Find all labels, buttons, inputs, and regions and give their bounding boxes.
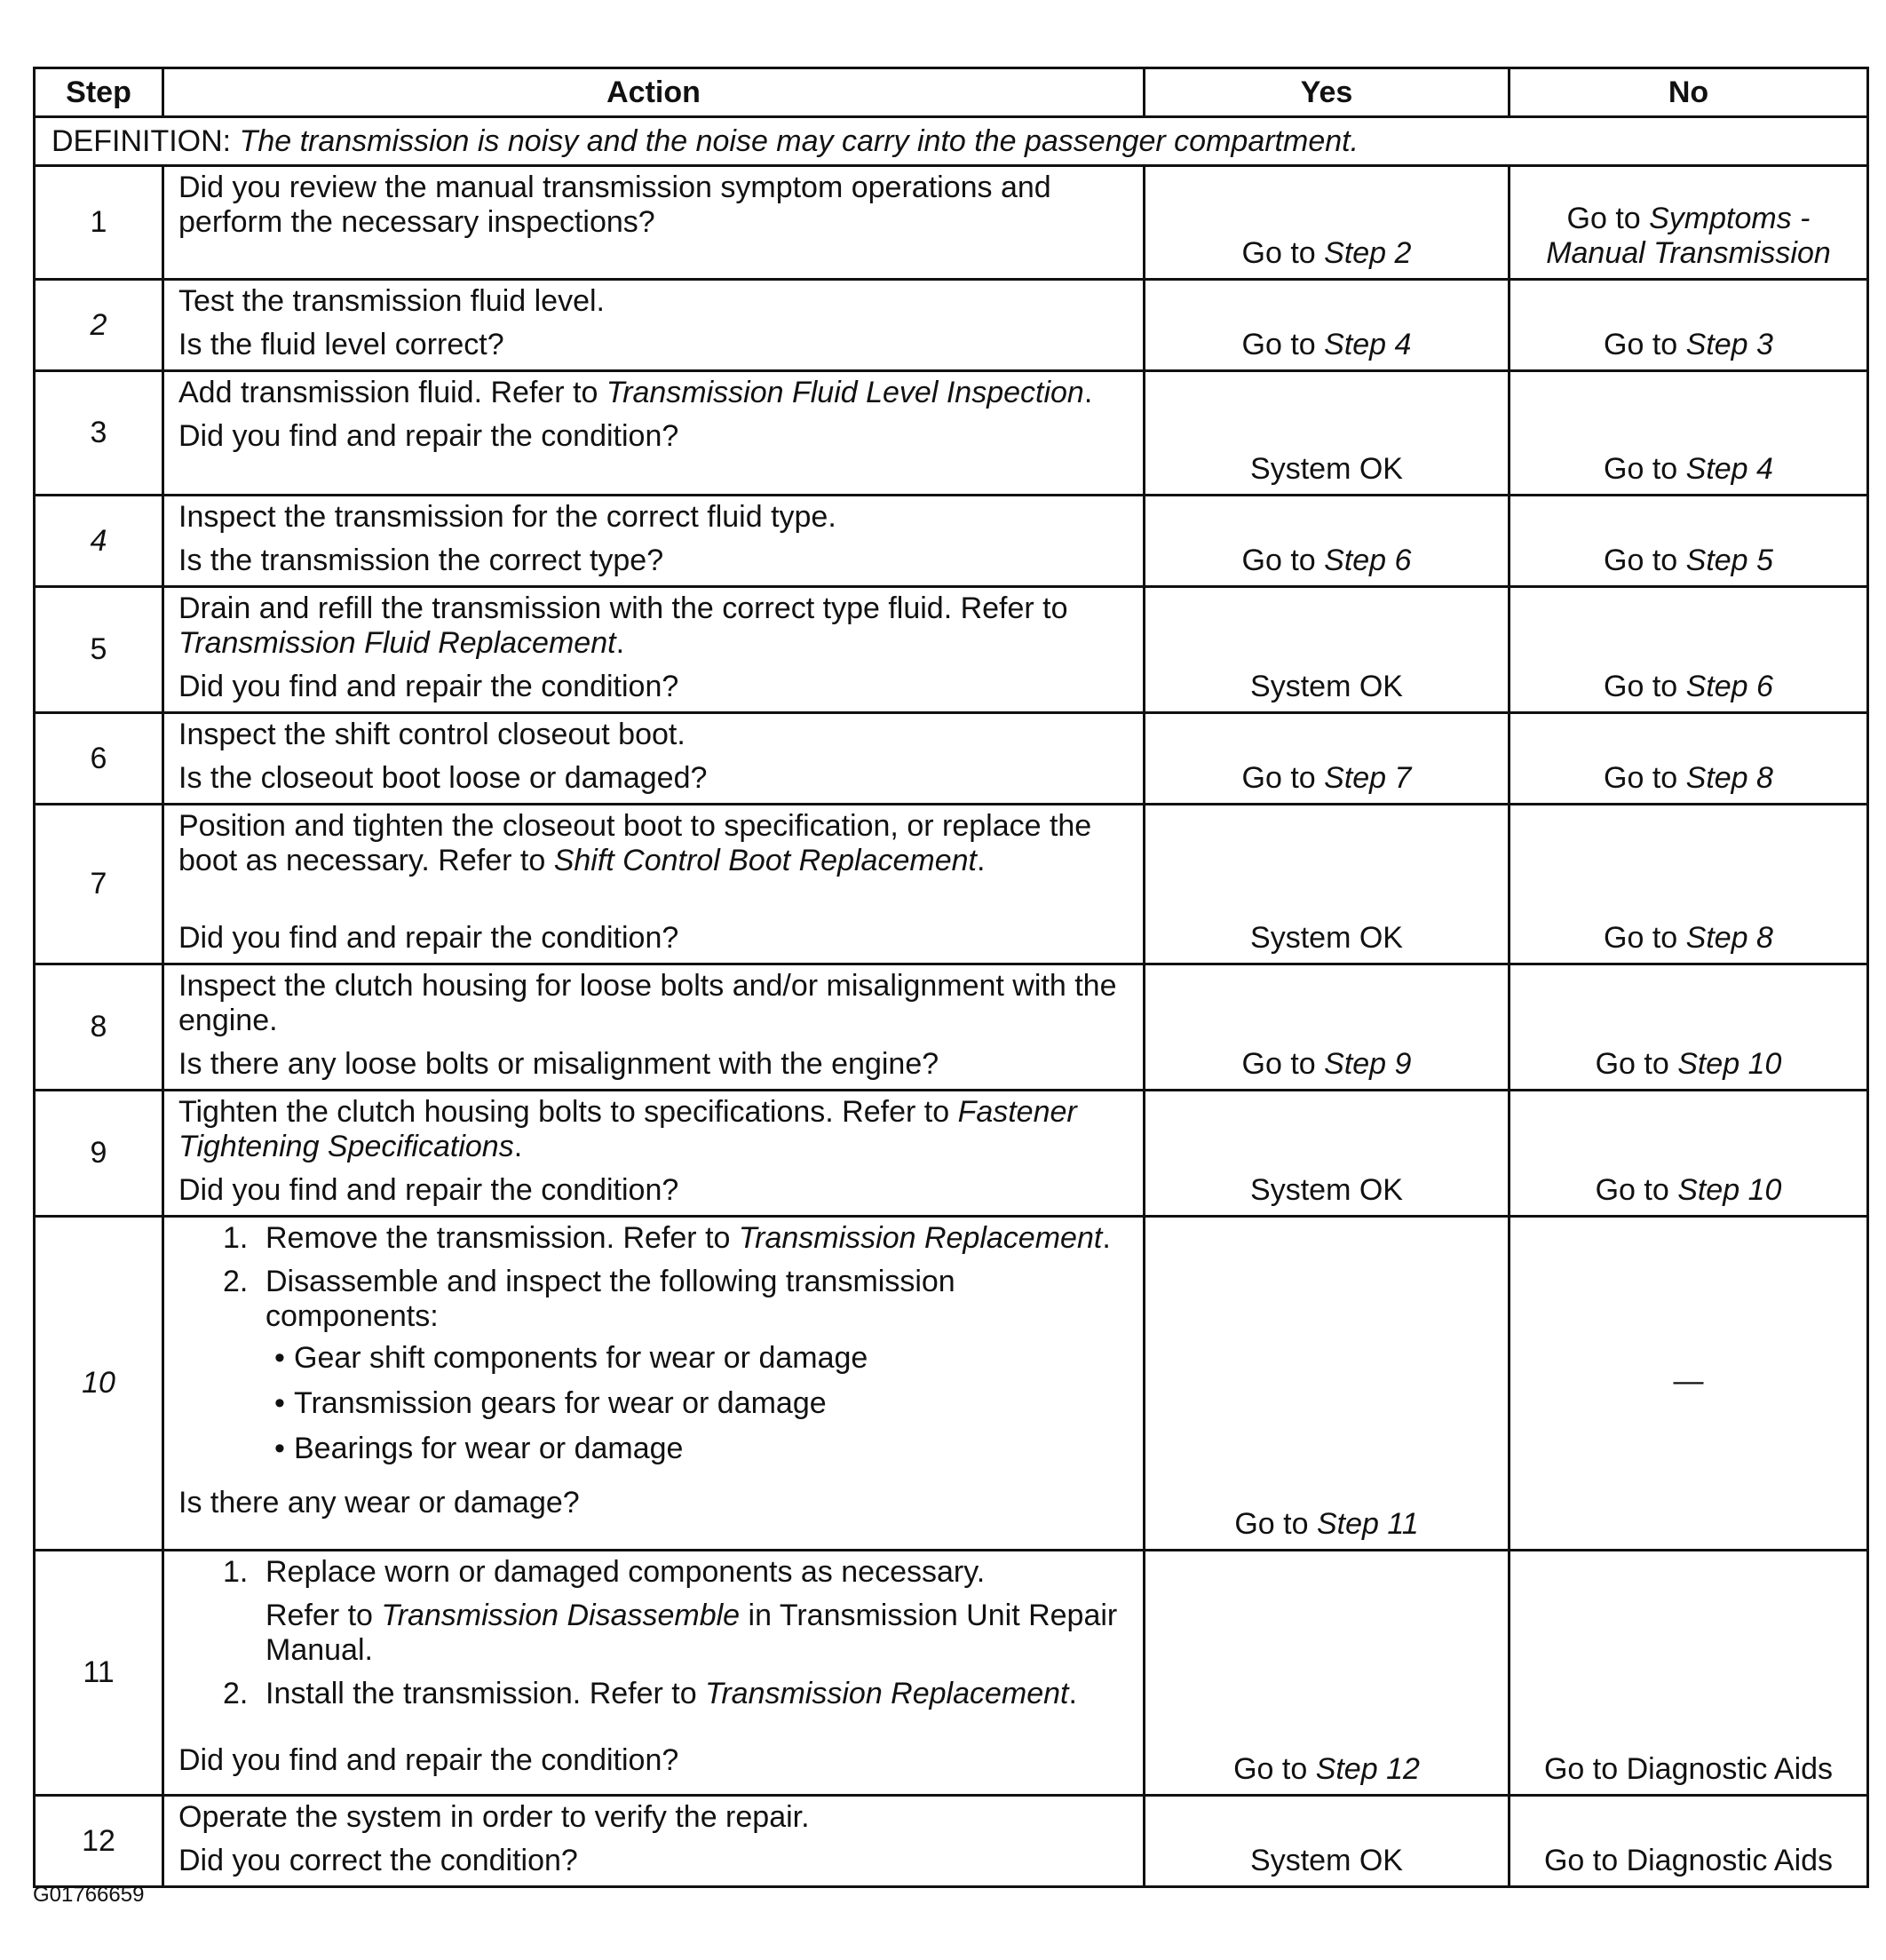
figure-code: G01766659	[33, 1883, 145, 1907]
step-number: 2	[35, 280, 163, 371]
no-step-link[interactable]: Step 10	[1677, 1173, 1782, 1207]
definition-row	[35, 117, 1868, 166]
yes-step-link[interactable]: Step 9	[1324, 1047, 1412, 1081]
action-question: Did you find and repair the condition?	[178, 921, 679, 955]
yes-cell: System OK	[1145, 805, 1510, 964]
bullet-icon: •	[274, 1432, 285, 1465]
table-row	[35, 1551, 1868, 1796]
action-text: Did you review the manual transmission symptom operations and perform the necessary inspections?	[178, 171, 1051, 239]
yes-step-link[interactable]: Step 2	[1324, 236, 1412, 270]
action-reference-link[interactable]: Transmission Disassemble	[381, 1599, 741, 1632]
bullet-text: Gear shift components for wear or damage	[294, 1341, 868, 1375]
yes-prefix: Go to	[1234, 1507, 1317, 1541]
action-cell	[163, 1551, 1145, 1796]
list-number: 1.	[223, 1555, 249, 1589]
no-step-link[interactable]: Step 6	[1685, 670, 1773, 703]
yes-cell: System OK	[1145, 587, 1510, 713]
action-period: .	[1083, 376, 1093, 409]
no-cell	[1510, 587, 1868, 713]
table-header-row	[35, 68, 1868, 117]
no-step-link[interactable]: Step 8	[1685, 921, 1773, 955]
no-prefix: Go to	[1595, 1047, 1678, 1081]
yes-prefix: Go to	[1241, 236, 1325, 270]
definition-cell	[35, 117, 1868, 166]
yes-step-link[interactable]: Step 12	[1315, 1752, 1420, 1786]
table-row	[35, 1091, 1868, 1217]
yes-prefix: Go to	[1241, 1047, 1325, 1081]
table-row	[35, 280, 1868, 371]
action-question: Is there any loose bolts or misalignment with the engine?	[178, 1047, 939, 1081]
list-number: 2.	[223, 1265, 249, 1298]
yes-step-link[interactable]: Step 11	[1316, 1507, 1419, 1541]
no-prefix: Go to	[1604, 452, 1686, 486]
action-reference-link[interactable]: Transmission Replacement	[738, 1221, 1103, 1255]
no-cell	[1510, 964, 1868, 1091]
action-cell	[163, 713, 1145, 805]
table-row	[35, 1217, 1868, 1551]
action-question: Is the fluid level correct?	[178, 328, 504, 361]
list-item	[223, 1265, 1130, 1477]
bullet-list	[265, 1341, 1130, 1466]
table-row	[35, 713, 1868, 805]
diagnostic-table	[33, 67, 1869, 1888]
action-text: Refer to	[265, 1599, 382, 1632]
action-period: .	[976, 844, 986, 877]
table-row	[35, 964, 1868, 1091]
action-reference-link[interactable]: Transmission Fluid Replacement	[178, 626, 616, 660]
no-cell: Go to Diagnostic Aids	[1510, 1796, 1868, 1887]
action-text: Remove the transmission. Refer to	[265, 1221, 739, 1255]
no-cell	[1510, 166, 1868, 280]
table-row	[35, 805, 1868, 964]
step-number: 6	[35, 713, 163, 805]
yes-prefix: Go to	[1241, 544, 1325, 577]
action-text: Add transmission fluid. Refer to	[178, 376, 606, 409]
action-question: Is there any wear or damage?	[178, 1486, 580, 1520]
no-prefix: Go to	[1566, 202, 1650, 235]
header-no: No	[1510, 68, 1868, 117]
no-cell	[1510, 1091, 1868, 1217]
table-row	[35, 166, 1868, 280]
action-question: Is the closeout boot loose or damaged?	[178, 761, 708, 795]
header-action: Action	[163, 68, 1145, 117]
yes-cell: System OK	[1145, 371, 1510, 496]
yes-step-link[interactable]: Step 7	[1324, 761, 1412, 795]
bullet-icon: •	[274, 1341, 285, 1375]
action-text: Test the transmission fluid level.	[178, 284, 605, 318]
action-cell	[163, 371, 1145, 496]
table-row	[35, 587, 1868, 713]
action-text: Inspect the shift control closeout boot.	[178, 718, 685, 751]
step-number: 9	[35, 1091, 163, 1217]
no-step-link[interactable]: Step 8	[1685, 761, 1773, 795]
no-prefix: Go to	[1604, 670, 1686, 703]
yes-cell	[1145, 280, 1510, 371]
no-cell: Go to Diagnostic Aids	[1510, 1551, 1868, 1796]
step-number: 11	[35, 1551, 163, 1796]
yes-step-link[interactable]: Step 6	[1324, 544, 1412, 577]
definition-text: The transmission is noisy and the noise may carry into the passenger compartment.	[239, 123, 1359, 158]
action-text: Disassemble and inspect the following transmission components:	[265, 1265, 955, 1333]
header-step: Step	[35, 68, 163, 117]
bullet-icon: •	[274, 1386, 285, 1420]
action-period: .	[615, 626, 625, 660]
step-number: 3	[35, 371, 163, 496]
action-text: Drain and refill the transmission with the correct type fluid. Refer to	[178, 591, 1068, 625]
action-question: Is the transmission the correct type?	[178, 544, 664, 577]
no-cell	[1510, 496, 1868, 587]
bullet-item	[265, 1341, 1130, 1376]
bullet-text: Bearings for wear or damage	[294, 1432, 684, 1465]
action-question: Did you find and repair the condition?	[178, 670, 679, 703]
definition-label: DEFINITION:	[52, 123, 232, 158]
action-reference-link[interactable]: Transmission Fluid Level Inspection	[606, 376, 1084, 409]
action-cell	[163, 587, 1145, 713]
bullet-item	[265, 1386, 1130, 1421]
ordered-list	[178, 1221, 1130, 1477]
no-step-link[interactable]: Step 5	[1685, 544, 1773, 577]
no-prefix: Go to	[1595, 1173, 1678, 1207]
action-text: Install the transmission. Refer to	[265, 1677, 706, 1710]
action-cell	[163, 166, 1145, 280]
list-number: 2.	[223, 1677, 249, 1710]
action-text: Replace worn or damaged components as necessary.	[265, 1555, 986, 1589]
action-text: in Transmission Unit Repair Manual.	[265, 1599, 1118, 1667]
action-question: Did you correct the condition?	[178, 1844, 578, 1877]
action-text: Position and tighten the closeout boot to specification, or replace the boot as necessary. Refer to	[178, 809, 1092, 877]
list-item	[223, 1677, 1130, 1711]
yes-cell	[1145, 713, 1510, 805]
action-text: Inspect the transmission for the correct fluid type.	[178, 500, 836, 534]
no-cell	[1510, 713, 1868, 805]
bullet-item	[265, 1432, 1130, 1466]
yes-cell	[1145, 1217, 1510, 1551]
action-reference-link[interactable]: Shift Control Boot Replacement	[553, 844, 977, 877]
action-text: Inspect the clutch housing for loose bolts and/or misalignment with the engine.	[178, 969, 1117, 1037]
step-number: 8	[35, 964, 163, 1091]
action-cell	[163, 496, 1145, 587]
no-prefix: Go to	[1604, 761, 1686, 795]
action-text: Operate the system in order to verify the repair.	[178, 1800, 810, 1834]
action-cell	[163, 1217, 1145, 1551]
list-item	[223, 1221, 1130, 1256]
action-reference-link[interactable]: Transmission Replacement	[705, 1677, 1069, 1710]
action-cell	[163, 964, 1145, 1091]
no-prefix: Go to	[1604, 921, 1686, 955]
table-row	[35, 371, 1868, 496]
step-number: 1	[35, 166, 163, 280]
yes-cell: System OK	[1145, 1091, 1510, 1217]
action-cell	[163, 1091, 1145, 1217]
no-cell	[1510, 280, 1868, 371]
action-question: Did you find and repair the condition?	[178, 419, 679, 453]
yes-cell	[1145, 1551, 1510, 1796]
bullet-text: Transmission gears for wear or damage	[294, 1386, 827, 1420]
yes-prefix: Go to	[1241, 328, 1325, 361]
step-number: 10	[35, 1217, 163, 1551]
yes-cell	[1145, 166, 1510, 280]
action-cell	[163, 1796, 1145, 1887]
table-row	[35, 1796, 1868, 1887]
action-cell	[163, 805, 1145, 964]
step-number: 12	[35, 1796, 163, 1887]
no-step-link[interactable]: Step 4	[1685, 452, 1773, 486]
no-cell: —	[1510, 1217, 1868, 1551]
table-row	[35, 496, 1868, 587]
step-number: 5	[35, 587, 163, 713]
yes-cell	[1145, 964, 1510, 1091]
no-prefix: Go to	[1604, 544, 1686, 577]
no-symptoms-link-line2[interactable]: Manual Transmission	[1546, 236, 1831, 270]
action-cell	[163, 280, 1145, 371]
yes-cell	[1145, 496, 1510, 587]
yes-cell: System OK	[1145, 1796, 1510, 1887]
action-reference-link[interactable]: Fastener Tightening Specifications	[178, 1095, 1077, 1163]
step-number: 7	[35, 805, 163, 964]
list-item	[223, 1555, 1130, 1668]
header-yes: Yes	[1145, 68, 1510, 117]
diagnostic-table-container	[33, 67, 1866, 1888]
action-text: Tighten the clutch housing bolts to specifications. Refer to	[178, 1095, 958, 1129]
yes-prefix: Go to	[1233, 1752, 1316, 1786]
yes-prefix: Go to	[1241, 761, 1325, 795]
no-step-link[interactable]: Step 10	[1677, 1047, 1782, 1081]
list-number: 1.	[223, 1221, 249, 1255]
action-period: .	[513, 1130, 523, 1163]
no-cell	[1510, 371, 1868, 496]
action-period: .	[1068, 1677, 1077, 1710]
action-question: Did you find and repair the condition?	[178, 1173, 679, 1207]
action-question: Did you find and repair the condition?	[178, 1743, 679, 1777]
yes-step-link[interactable]: Step 4	[1324, 328, 1412, 361]
no-symptoms-link[interactable]: Symptoms -	[1649, 202, 1811, 235]
action-period: .	[1102, 1221, 1111, 1255]
no-step-link[interactable]: Step 3	[1685, 328, 1773, 361]
no-cell	[1510, 805, 1868, 964]
step-number: 4	[35, 496, 163, 587]
no-prefix: Go to	[1604, 328, 1686, 361]
ordered-list	[178, 1555, 1130, 1711]
